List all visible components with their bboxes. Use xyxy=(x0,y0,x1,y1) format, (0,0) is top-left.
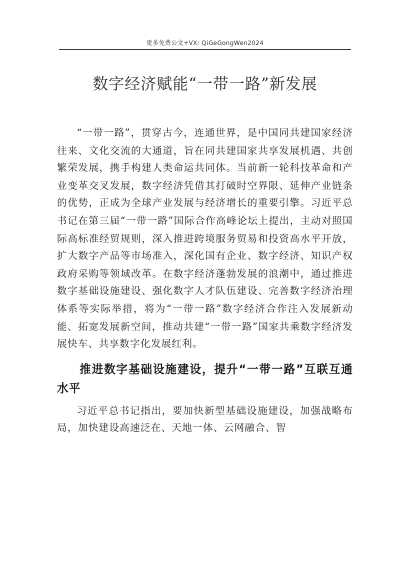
section-paragraph: 习近平总书记指出，要加快新型基础设施建设，加强战略布局，加快建设高速泛在、天地一体、云网融合、智 xyxy=(57,405,353,435)
intro-paragraph: “一带一路”，贯穿古今，连通世界，是中国同共建国家经济往来、文化交流的大通道，旨在同共建国家共享发展机遇、共创繁荣发展，携手构建人类命运共同体。当前新一轮科技革命和产业变革交叉发展，数字经济凭借其打破时空界限、延伸产业链条的优势，正成为全球产业发展与经济增长的重要引擎。习近平总书记在第三届“一带一路”国际合作高峰论坛上提出，主动对照国际高标准经贸规则，深入推进跨境服务贸易和投资高水平开放，扩大数字产品等市场准入，深化国有企业、数字经济、知识产权政府采购等领域改革。在数字经济蓬勃发展的浪潮中，通过推进数字基础设施建设、强化数字人才队伍建设、完善数字经济治理体系等实际举措，将为“一带一路”数字经济合作注入发展新动能、拓宽发展新空间，推动共建“一带一路”国家共乘数字经济发展快车、共享数字化发展红利。 xyxy=(57,128,353,351)
header-divider xyxy=(59,49,351,50)
section-heading: 推进数字基础设施建设，提升“一带一路”互联互通水平 xyxy=(57,362,353,395)
article-title: 数字经济赋能“一带一路”新发展 xyxy=(92,75,318,93)
article-body xyxy=(57,125,353,438)
page-header: 更多免费公文+VX: QiGeGongWen2024 xyxy=(146,40,264,47)
